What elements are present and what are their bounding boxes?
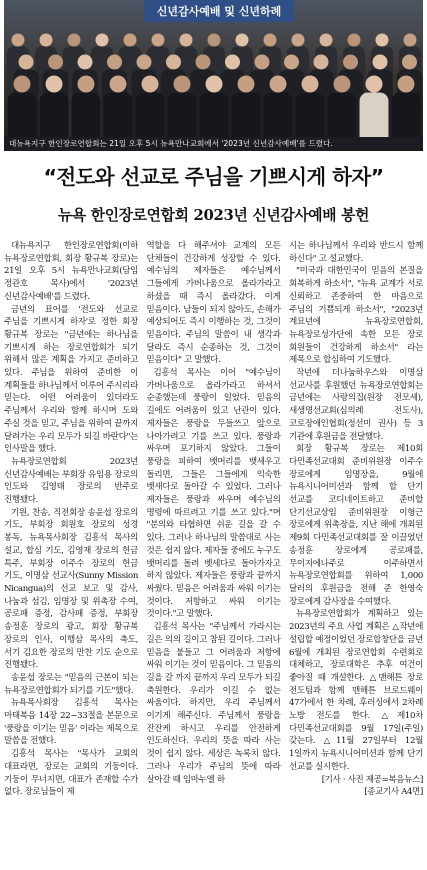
article-column-1 xyxy=(4,240,138,866)
subheadline: 뉴욕 한인장로연합회 2023년 신년감사예배 봉헌 xyxy=(57,207,370,224)
person-head xyxy=(264,34,277,47)
person-head xyxy=(40,34,53,47)
person-body xyxy=(168,93,197,138)
person-head xyxy=(48,55,63,70)
person-head xyxy=(225,55,240,70)
person-head xyxy=(348,34,361,47)
person-head xyxy=(124,34,137,47)
section-credit: [종교기사 A4면] xyxy=(364,787,423,798)
person-body xyxy=(296,93,325,138)
person-head xyxy=(110,76,127,93)
person-head xyxy=(206,76,223,93)
person-head xyxy=(404,34,417,47)
person-body xyxy=(232,93,261,138)
paragraph: 회장 황규복 장로는 제10회 다민족선교대회 준비위원장 이주수 장로에게 임명장을, 9월에 뉴욕시니어미션과 함께 할 단기 선교를 코디네이트하고 준비할 단기선교상임 준비위원장 이형근 장로에게 위촉장을, 지난 해에 개최된 제9회 다민족선교대회를 잘 이끌었던 송정훈 장로에게 공로패를, 무이지에나주로 이주하면서 뉴욕장로연합회를 위하여 1,000 달러의 후원금을 전해 준 한영숙 장로에게 감사장을 수여했다. xyxy=(289,444,423,607)
person-head xyxy=(96,34,109,47)
paragraph: 뉴욕장로연합회가 계획하고 있는 2023년의 주요 사업 계획은 △작년에 설립할 예정이었던 장로합창단을 금년 6월에 개최된 장로연합회 수련회로 대체하고, 장로대학은 추후 여건이 좋아질 때 개설한다. △맨해튼 장로 전도팀과 함께 맨해튼 브로드웨이 47가에서 한 차례, 후러싱에서 2차례 노방 전도를 한다. △제10차 다민족선교대회를 9월 17일(주일) 갖는다. △11월 27일부터 12월 1일까지 뉴욕시니어미션과 함께 단기 선교를 실시한다. xyxy=(289,609,423,772)
paragraph: 송윤섭 장로는 "믿음의 근본이 되는 뉴욕장로연합회가 되기를 기도"했다. xyxy=(4,672,138,696)
paragraph: "미국과 대한민국이 믿음의 본질을 회복하게 하소서", "뉴욕 교계가 서로 신뢰하고 존중하여 한 마음으로 주님의 기쁨되게 하소서", "2023년 계묘년에 뉴욕장로연합회, 뉴욕장로성가단에 속한 모든 장로 회원들이 건강하게 하소서" 라는 제목으로 합심하여 기도했다. xyxy=(289,266,423,366)
person-head xyxy=(366,76,383,93)
paragraph: 기원, 찬송, 직전회장 송윤섭 장로의 기도, 부회장 회원호 장로의 성경 봉독, 뉴욕목사회장 김흥석 목사의 설교, 합심 기도, 김영재 장로의 헌금 특주, 부회장 이주수 장로의 헌금 기도, 이명삼 선교사(Sunny Mission Nicangua)의 선교 보고 및 감사, 나눔과 섬김, 임명장 및 위촉장 수여, 공로패 증정, 감사패 증정, 부회장 송정훈 장로의 광고, 회장 황규복 장로의 인사, 이행삼 목사의 축도, 서기 김요한 장로의 만찬 기도 순으로 진행됐다. xyxy=(4,507,138,671)
person-head xyxy=(320,34,333,47)
article-column-2 xyxy=(147,240,281,866)
paragraph: 시는 하나님께서 우리와 반드시 함께 하신다" 고 설교했다. xyxy=(289,241,423,264)
person-head xyxy=(270,76,287,93)
person-body xyxy=(264,93,293,138)
event-photo xyxy=(4,0,423,137)
person-body xyxy=(8,93,37,138)
person-head xyxy=(68,34,81,47)
group-photo-illustration xyxy=(4,0,423,137)
person-head xyxy=(208,34,221,47)
person-head xyxy=(343,55,358,70)
person-head xyxy=(196,55,211,70)
person-body xyxy=(136,93,165,138)
person-head xyxy=(180,34,193,47)
paragraph: 뉴욕목사회장 김흥석 목사는 마태복음 14장 22~33절을 본문으로 '풍랑을 이기는 믿음' 이라는 제목으로 말씀을 전했다. xyxy=(4,698,138,747)
person-head xyxy=(19,55,34,70)
person-head xyxy=(107,55,122,70)
person-head xyxy=(142,76,159,93)
person-body xyxy=(328,93,357,138)
paragraph: 김흥석 목사는 이어 "예수님이 가버나움으로 올라가라고 하셔서 순종했는데 풍랑이 일었다. 믿음의 길에도 어려움이 있고 난관이 있다. 제자들은 풍랑을 두들쓰고 앞으로 나아가려고 기를 쓰고 있다. 풍랑과 싸우며 포기하지 않았다. 그들이 풍랑을 피하여 뱃머리를 뱃세우고 돌리면, 그들은 그들에게 익숙한 벳새다로 돌아갈 수 있었다. 그러나 제자들은 풍랑과 싸우며 예수님의 명령에 따르려고 기를 쓰고 있다."며 "분의와 타협하면 쉬운 길을 갈 수 있다. 그러나 하나님의 말씀대로 사는 것은 쉽지 않다. 제자들 중에도 누구도 뱃머리를 돌려 벳세다로 돌아가자고 하지 않았다. 제자들은 풍랑과 끝까지 싸웠다. 믿음은 어려움과 싸워 이기는 것이다. 저항하고 싸워 이기는 것이다."고 말했다. xyxy=(146,368,281,620)
person-head xyxy=(166,55,181,70)
article-body xyxy=(4,240,423,866)
person-head xyxy=(292,34,305,47)
person-head xyxy=(238,76,255,93)
person-head xyxy=(14,76,31,93)
banner-text: 신년감사예배 및 신년하례 xyxy=(156,5,282,18)
paragraph: 김흥석 목사는 "목사가 교회의 대표라면, 장로는 교회의 기둥이다. 기둥이 무너지면, 대표가 존재할 수가 없다. 장로님들이 제 xyxy=(4,749,138,798)
photo-caption: 대뉴욕지구 한인장로연합회는 21일 오후 5시 뉴욕만나교회에서 '2023년 신년감사예배'를 드렸다. xyxy=(4,137,423,151)
person-head xyxy=(373,55,388,70)
person-body xyxy=(104,93,133,138)
person-body xyxy=(72,93,101,138)
paragraph: 작년에 더나눔하우스와 이명삼 선교사를 후원했던 뉴욕장로연합회는 금년에는 사랑의집(원장 전모세), 새생명선교회(심의례 전도사), 코로장애인협회(정선미 권사) 등 3 기관에 후원금을 전달했다. xyxy=(289,368,423,442)
photo-credit: [기사 · 사진 제공=복음뉴스] xyxy=(321,774,423,785)
person-head xyxy=(376,34,389,47)
person-head xyxy=(78,76,95,93)
person-head xyxy=(314,55,329,70)
person-body xyxy=(392,93,421,138)
paragraph: 역할을 다 해주셔야 교계의 모든 단체들이 건강하게 성장할 수 있다. 예수님의 제자들은 예수님께서 그들에게 가버나움으로 올라가라고 하셨을 때 즉시 올라갔다. 이게 믿음이다. 남들이 되지 않아도, 손해가 예상되어도 즉시 이행하는 것, 그것이 믿음이다. 주님의 말씀이 내 생각과 달라도 즉시 순종하는 것, 그것이 믿음이다" 고 말했다. xyxy=(146,241,281,366)
people-group xyxy=(7,34,422,138)
person-body xyxy=(360,93,389,138)
paragraph: 김흥석 목사는 "주님께서 가라시는 길은 의의 길이고 참된 길이다. 그러나 믿음을 붙들고 그 어려움과 저항에 싸워 이기는 것이 믿음이다. 그 믿음의 길을 갈 까지 끝까지 우리 모두가 되길 축원한다. 우리가 이길 수 없는 싸움이다. 하지만, 우리 주님께서 이기게 해주신다. 주님께서 풍랑을 잔잔케 하시고 우리를 안전하게 인도하신다. 우리의 뜻을 따라 사는 것이 쉽지 않다. 세상은 녹록치 않다. 그러나 우리가 주님의 뜻에 따라 살아갈 때 임마누엘 하 xyxy=(146,622,281,785)
person-head xyxy=(174,76,191,93)
person-head xyxy=(152,34,165,47)
paragraph: 뉴욕장로연합회 2023년 신년감사예배는 부회장 유임용 장로의 인도와 김영태 장로의 반주로 진행됐다. xyxy=(4,456,138,506)
person-body xyxy=(200,93,229,138)
headline: “전도와 선교로 주님을 기쁘시게 하자” xyxy=(43,165,384,189)
person-head xyxy=(255,55,270,70)
person-head xyxy=(284,55,299,70)
person-head xyxy=(137,55,152,70)
person-head xyxy=(46,76,63,93)
article-column-3 xyxy=(289,240,423,866)
person-head xyxy=(78,55,93,70)
person-head xyxy=(398,76,415,93)
person-head xyxy=(402,55,417,70)
paragraph: 대뉴욕지구 한인장로연합회(이하 뉴욕장로연합회, 회장 황규복 장로)는 21일 오후 5시 뉴욕만나교회(담임 정관호 목사)에서 '2023년 신년감사예배'를 드렸다. xyxy=(4,241,138,302)
person-head xyxy=(302,76,319,93)
paragraph: 금년의 표어를 '전도와 선교로 주님을 기쁘시게 하자'로 정한 회장 황규복 장로는 "금년에는 하나님을 기쁘시게 하는 장로연합회가 되기 위해서 많은 계획을 가지고 준비하고 있다. 주님을 위하여 준비한 이 계획들을 하나님께서 이루어 주시리라 믿는다. 어떤 어려움이 있더라도 주님께서 우리와 함께 하시며 도와 주실 것을 믿고, 주님을 위하여 끝까지 달려가는 우리 모두가 되길 바란다"는 인사말을 했다. xyxy=(4,304,138,455)
person-head xyxy=(236,34,249,47)
person-head xyxy=(334,76,351,93)
person-head xyxy=(12,34,25,47)
person-body xyxy=(40,93,69,138)
